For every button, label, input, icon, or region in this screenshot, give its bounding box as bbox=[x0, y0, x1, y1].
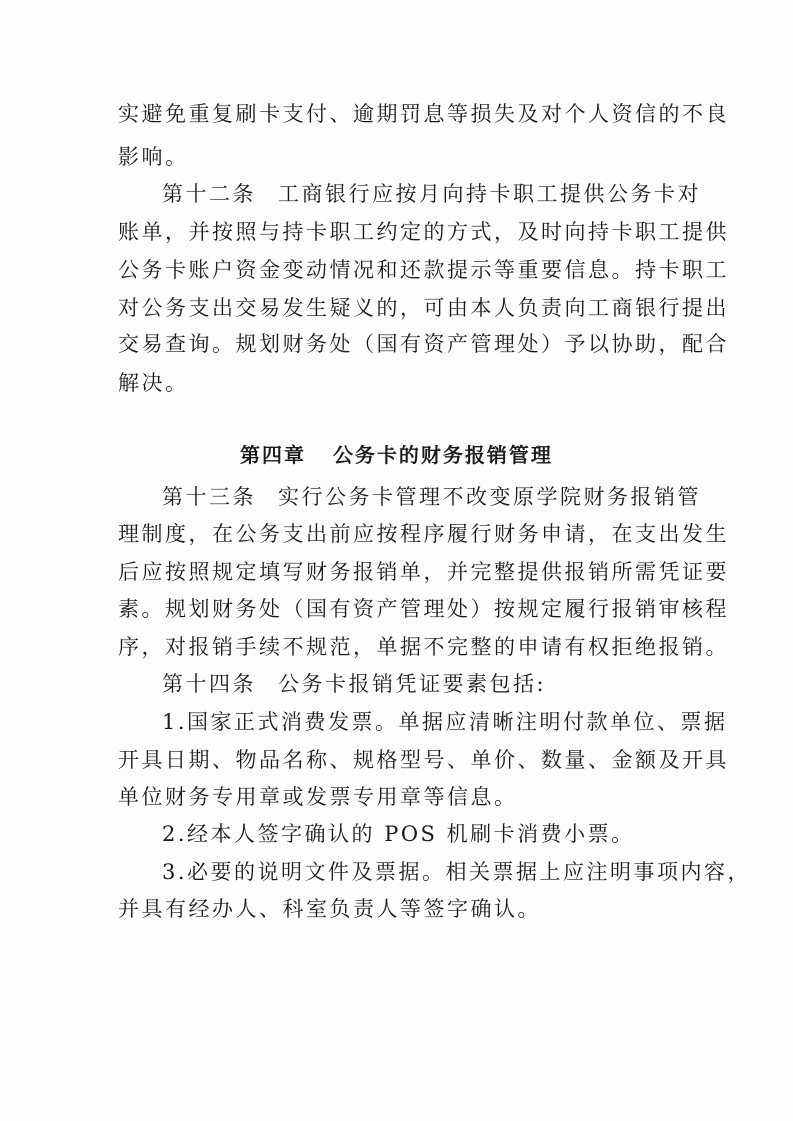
paragraph-line: 单位财务专用章或发票专用章等信息。 bbox=[118, 785, 518, 809]
paragraph-line: 解决。 bbox=[118, 371, 189, 395]
list-item-2-line: 2.经本人签字确认的 POS 机刷卡消费小票。 bbox=[162, 822, 635, 846]
list-item-1-line: 1.国家正式消费发票。单据应清晰注明付款单位、票据 bbox=[162, 710, 728, 734]
paragraph-line: 公务卡账户资金变动情况和还款提示等重要信息。持卡职工 bbox=[118, 258, 729, 282]
article-text: 公务卡报销凭证要素包括: bbox=[278, 672, 547, 696]
paragraph-line: 并具有经办人、科室负责人等签字确认。 bbox=[118, 897, 541, 921]
article-13-first-line bbox=[162, 483, 701, 511]
paragraph-line: 对公务支出交易发生疑义的，可由本人负责向工商银行提出 bbox=[118, 296, 729, 320]
paragraph-line: 交易查询。规划财务处（国有资产管理处）予以协助，配合 bbox=[118, 332, 729, 356]
article-label: 第十二条 bbox=[162, 182, 256, 206]
paragraph-line: 实避免重复刷卡支付、逾期罚息等损失及对个人资信的不良 bbox=[118, 102, 729, 126]
article-text: 实行公务卡管理不改变原学院财务报销管 bbox=[278, 485, 701, 509]
article-label: 第十四条 bbox=[162, 672, 256, 696]
paragraph-line: 素。规划财务处（国有资产管理处）按规定履行报销审核程 bbox=[118, 597, 729, 621]
article-12-first-line bbox=[162, 180, 701, 208]
chapter-number: 第四章 bbox=[240, 443, 307, 467]
article-text: 工商银行应按月向持卡职工提供公务卡对 bbox=[278, 182, 701, 206]
paragraph-line: 账单，并按照与持卡职工约定的方式，及时向持卡职工提供 bbox=[118, 220, 729, 244]
paragraph-line: 开具日期、物品名称、规格型号、单价、数量、金额及开具 bbox=[118, 748, 729, 772]
chapter-heading bbox=[0, 441, 793, 469]
paragraph-line: 理制度，在公务支出前应按程序履行财务申请，在支出发生 bbox=[118, 522, 729, 546]
paragraph-line: 后应按照规定填写财务报销单，并完整提供报销所需凭证要 bbox=[118, 560, 729, 584]
paragraph-line: 影响。 bbox=[118, 145, 189, 169]
chapter-title: 公务卡的财务报销管理 bbox=[332, 443, 553, 467]
list-item-3-line: 3.必要的说明文件及票据。相关票据上应注明事项内容， bbox=[162, 860, 752, 884]
article-14-first-line bbox=[162, 670, 546, 698]
article-label: 第十三条 bbox=[162, 485, 256, 509]
paragraph-line: 序，对报销手续不规范，单据不完整的申请有权拒绝报销。 bbox=[118, 635, 729, 659]
